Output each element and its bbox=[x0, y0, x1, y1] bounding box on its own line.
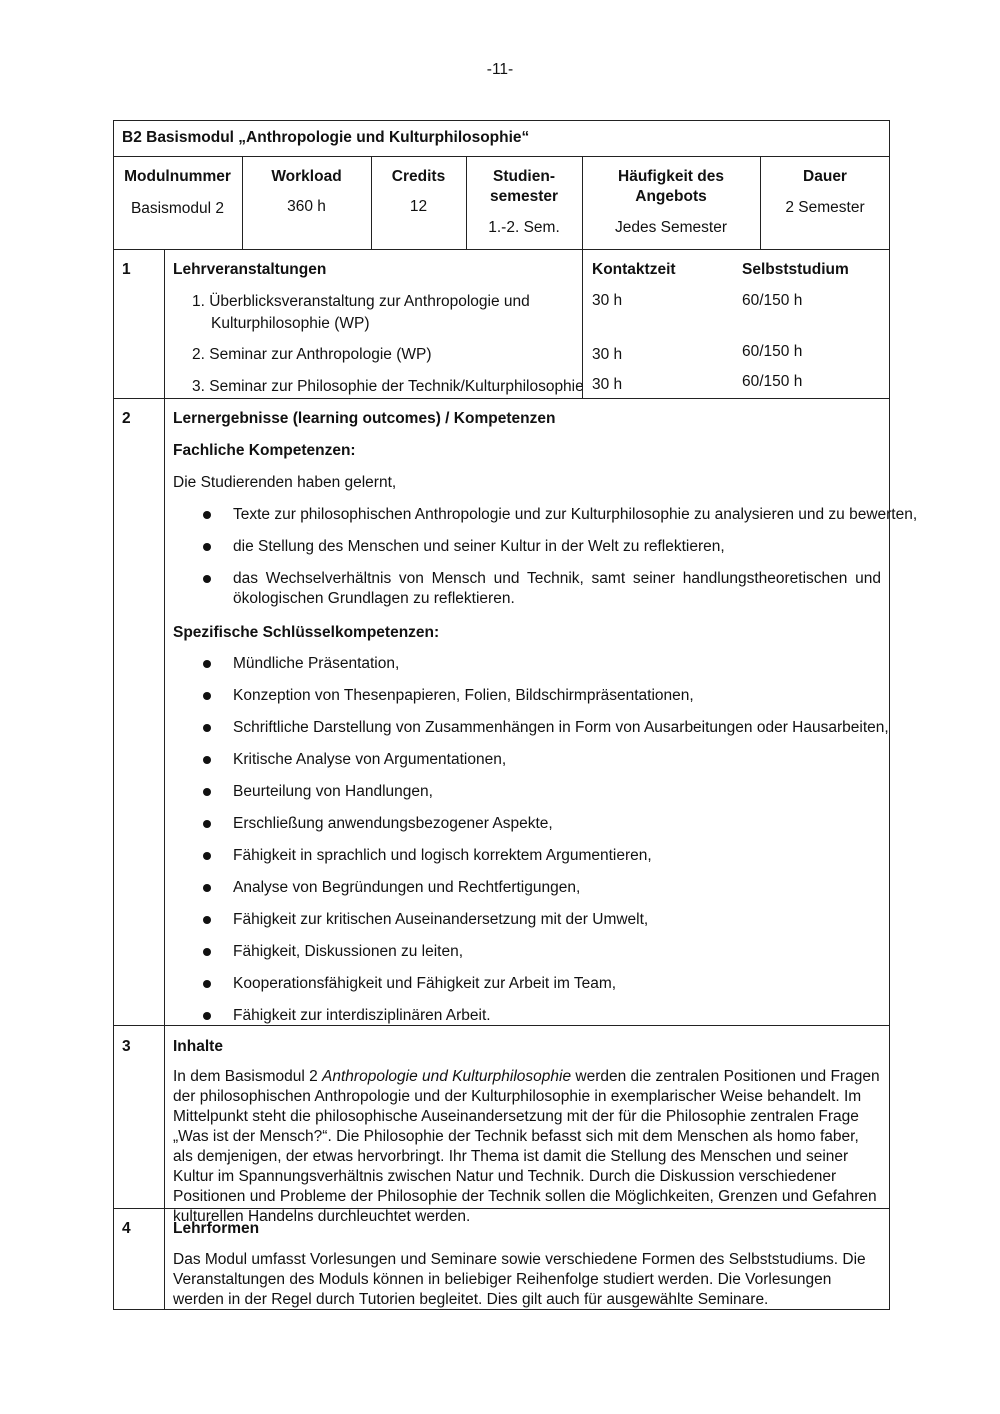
schluessel-item: Beurteilung von Handlungen, bbox=[233, 783, 433, 800]
rule-section2-bottom bbox=[113, 1025, 890, 1026]
selbststudium-label: Selbststudium bbox=[742, 261, 849, 278]
schluessel-item: Fähigkeit, Diskussionen zu leiten, bbox=[233, 943, 464, 960]
schluessel-item: Konzeption von Thesenpapieren, Folien, Bildschirmpräsentationen, bbox=[233, 687, 694, 704]
course-3-line1: 3. Seminar zur Philosophie der Technik/Kulturphilosophie bbox=[192, 378, 584, 395]
bullet bbox=[203, 820, 211, 828]
bullet bbox=[203, 543, 211, 551]
course-3-kontakt: 30 h bbox=[592, 376, 623, 393]
modulnummer-value: Basismodul 2 bbox=[130, 200, 225, 217]
bullet bbox=[203, 1012, 211, 1020]
fachliche-kompetenzen-title: Fachliche Kompetenzen: bbox=[173, 442, 356, 459]
studiensemester-value: 1.-2. Sem. bbox=[488, 219, 560, 236]
divider-number-column bbox=[164, 249, 165, 1310]
rule-title-bottom bbox=[113, 156, 890, 157]
section3-title: Inhalte bbox=[173, 1038, 223, 1055]
course-1-line1: 1. Überblicksveranstaltung zur Anthropologie und bbox=[192, 293, 530, 310]
schluessel-item: Schriftliche Darstellung von Zusammenhängen in Form von Ausarbeitungen oder Hausarbeiten, bbox=[233, 719, 889, 736]
fach-item: die Stellung des Menschen und seiner Kultur in der Welt zu reflektieren, bbox=[233, 538, 725, 555]
fach-item: das Wechselverhältnis von Mensch und Technik, samt seiner handlungstheoretischen und ökologischen Grundlagen zu reflektieren. bbox=[233, 570, 881, 607]
schluessel-item: Fähigkeit in sprachlich und logisch korrektem Argumentieren, bbox=[233, 847, 652, 864]
course-3-selbst: 60/150 h bbox=[742, 373, 803, 390]
bullet bbox=[203, 788, 211, 796]
section1-number: 1 bbox=[122, 261, 131, 278]
section4-number: 4 bbox=[122, 1220, 131, 1237]
schluessel-item: Fähigkeit zur interdisziplinären Arbeit. bbox=[233, 1007, 491, 1024]
course-2-kontakt: 30 h bbox=[592, 346, 623, 363]
divider-kontaktzeit bbox=[582, 249, 583, 398]
haeufigkeit-label-1: Häufigkeit des bbox=[618, 168, 724, 185]
section3-text: In dem Basismodul 2 Anthropologie und Kulturphilosophie werden die zentralen Positionen und Fragen der philosophischen Anthropologie und der Kulturphilosophie in exemplarischer Weise behandelt. Im Mittelpunkt steht die philosophische Auseinandersetzung mit der für die Philosophie zentralen Frage „Was ist der Mensch?“. Die Philosophie der Technik befasst sich mit dem Menschen als homo faber, als demjenigen, der etwas hervorbringt. Ihr Thema ist damit die Stellung des Menschen und seiner Kultur im Spannungsverhältnis zwischen Natur und Technik. Durch die Diskussion verschiedener Positionen und Probleme der Philosophie der Technik sollen die Möglichkeiten, Grenzen und Gefahren kulturellen Handelns durchleuchtet werden. bbox=[173, 1068, 880, 1225]
modulnummer-label: Modulnummer bbox=[124, 168, 231, 185]
section4-title: Lehrformen bbox=[173, 1220, 260, 1237]
bullet bbox=[203, 756, 211, 764]
section2-number: 2 bbox=[122, 410, 131, 427]
haeufigkeit-label-2: Angebots bbox=[635, 188, 707, 205]
dauer-label: Dauer bbox=[803, 168, 847, 185]
studiensemester-label-1: Studien- bbox=[493, 168, 555, 185]
course-1-selbst: 60/150 h bbox=[742, 292, 803, 309]
fach-item: Texte zur philosophischen Anthropologie und zur Kulturphilosophie zu analysieren und zu bewerten, bbox=[233, 506, 918, 523]
dauer-value: 2 Semester bbox=[785, 199, 865, 216]
bullet bbox=[203, 852, 211, 860]
schluessel-item: Analyse von Begründungen und Rechtfertigungen, bbox=[233, 879, 581, 896]
section2-title: Lernergebnisse (learning outcomes) / Kompetenzen bbox=[173, 410, 556, 427]
bullet bbox=[203, 884, 211, 892]
schluessel-item: Fähigkeit zur kritischen Auseinandersetzung mit der Umwelt, bbox=[233, 911, 649, 928]
bullet bbox=[203, 980, 211, 988]
fach-intro: Die Studierenden haben gelernt, bbox=[173, 474, 397, 491]
bullet bbox=[203, 511, 211, 519]
schluessel-item: Mündliche Präsentation, bbox=[233, 655, 400, 672]
section3-number: 3 bbox=[122, 1038, 131, 1055]
schluesselkompetenzen-title: Spezifische Schlüsselkompetenzen: bbox=[173, 624, 440, 641]
haeufigkeit-value: Jedes Semester bbox=[615, 219, 727, 236]
bullet bbox=[203, 724, 211, 732]
schluessel-item: Kooperationsfähigkeit und Fähigkeit zur Arbeit im Team, bbox=[233, 975, 617, 992]
kontaktzeit-label: Kontaktzeit bbox=[592, 261, 676, 278]
course-1-line2: Kulturphilosophie (WP) bbox=[211, 315, 370, 332]
bullet bbox=[203, 692, 211, 700]
rule-section1-bottom bbox=[113, 398, 890, 399]
bullet bbox=[203, 575, 211, 583]
bullet bbox=[203, 948, 211, 956]
schluessel-item: Erschließung anwendungsbezogener Aspekte, bbox=[233, 815, 553, 832]
schluessel-item: Kritische Analyse von Argumentationen, bbox=[233, 751, 507, 768]
course-2-line1: 2. Seminar zur Anthropologie (WP) bbox=[192, 346, 432, 363]
credits-label: Credits bbox=[391, 168, 446, 185]
credits-value: 12 bbox=[409, 198, 428, 215]
section1-title: Lehrveranstaltungen bbox=[173, 261, 327, 278]
page-number: -11- bbox=[486, 61, 514, 78]
bullet bbox=[203, 660, 211, 668]
course-2-selbst: 60/150 h bbox=[742, 343, 803, 360]
section4-text: Das Modul umfasst Vorlesungen und Seminare sowie verschiedene Formen des Selbststudiums. Die Veranstaltungen des Moduls können in beliebiger Reihenfolge studiert werden. Die Vorlesungen werden in der Regel durch Tutorien begleitet. Dies gilt auch für ausgewählte Seminare. bbox=[173, 1251, 866, 1308]
workload-label: Workload bbox=[271, 168, 342, 185]
bullet bbox=[203, 916, 211, 924]
studiensemester-label-2: semester bbox=[489, 188, 559, 205]
course-1-kontakt: 30 h bbox=[592, 292, 623, 309]
rule-header-bottom bbox=[113, 249, 890, 250]
workload-value: 360 h bbox=[287, 198, 326, 215]
module-title: B2 Basismodul „Anthropologie und Kulturphilosophie“ bbox=[122, 129, 530, 146]
